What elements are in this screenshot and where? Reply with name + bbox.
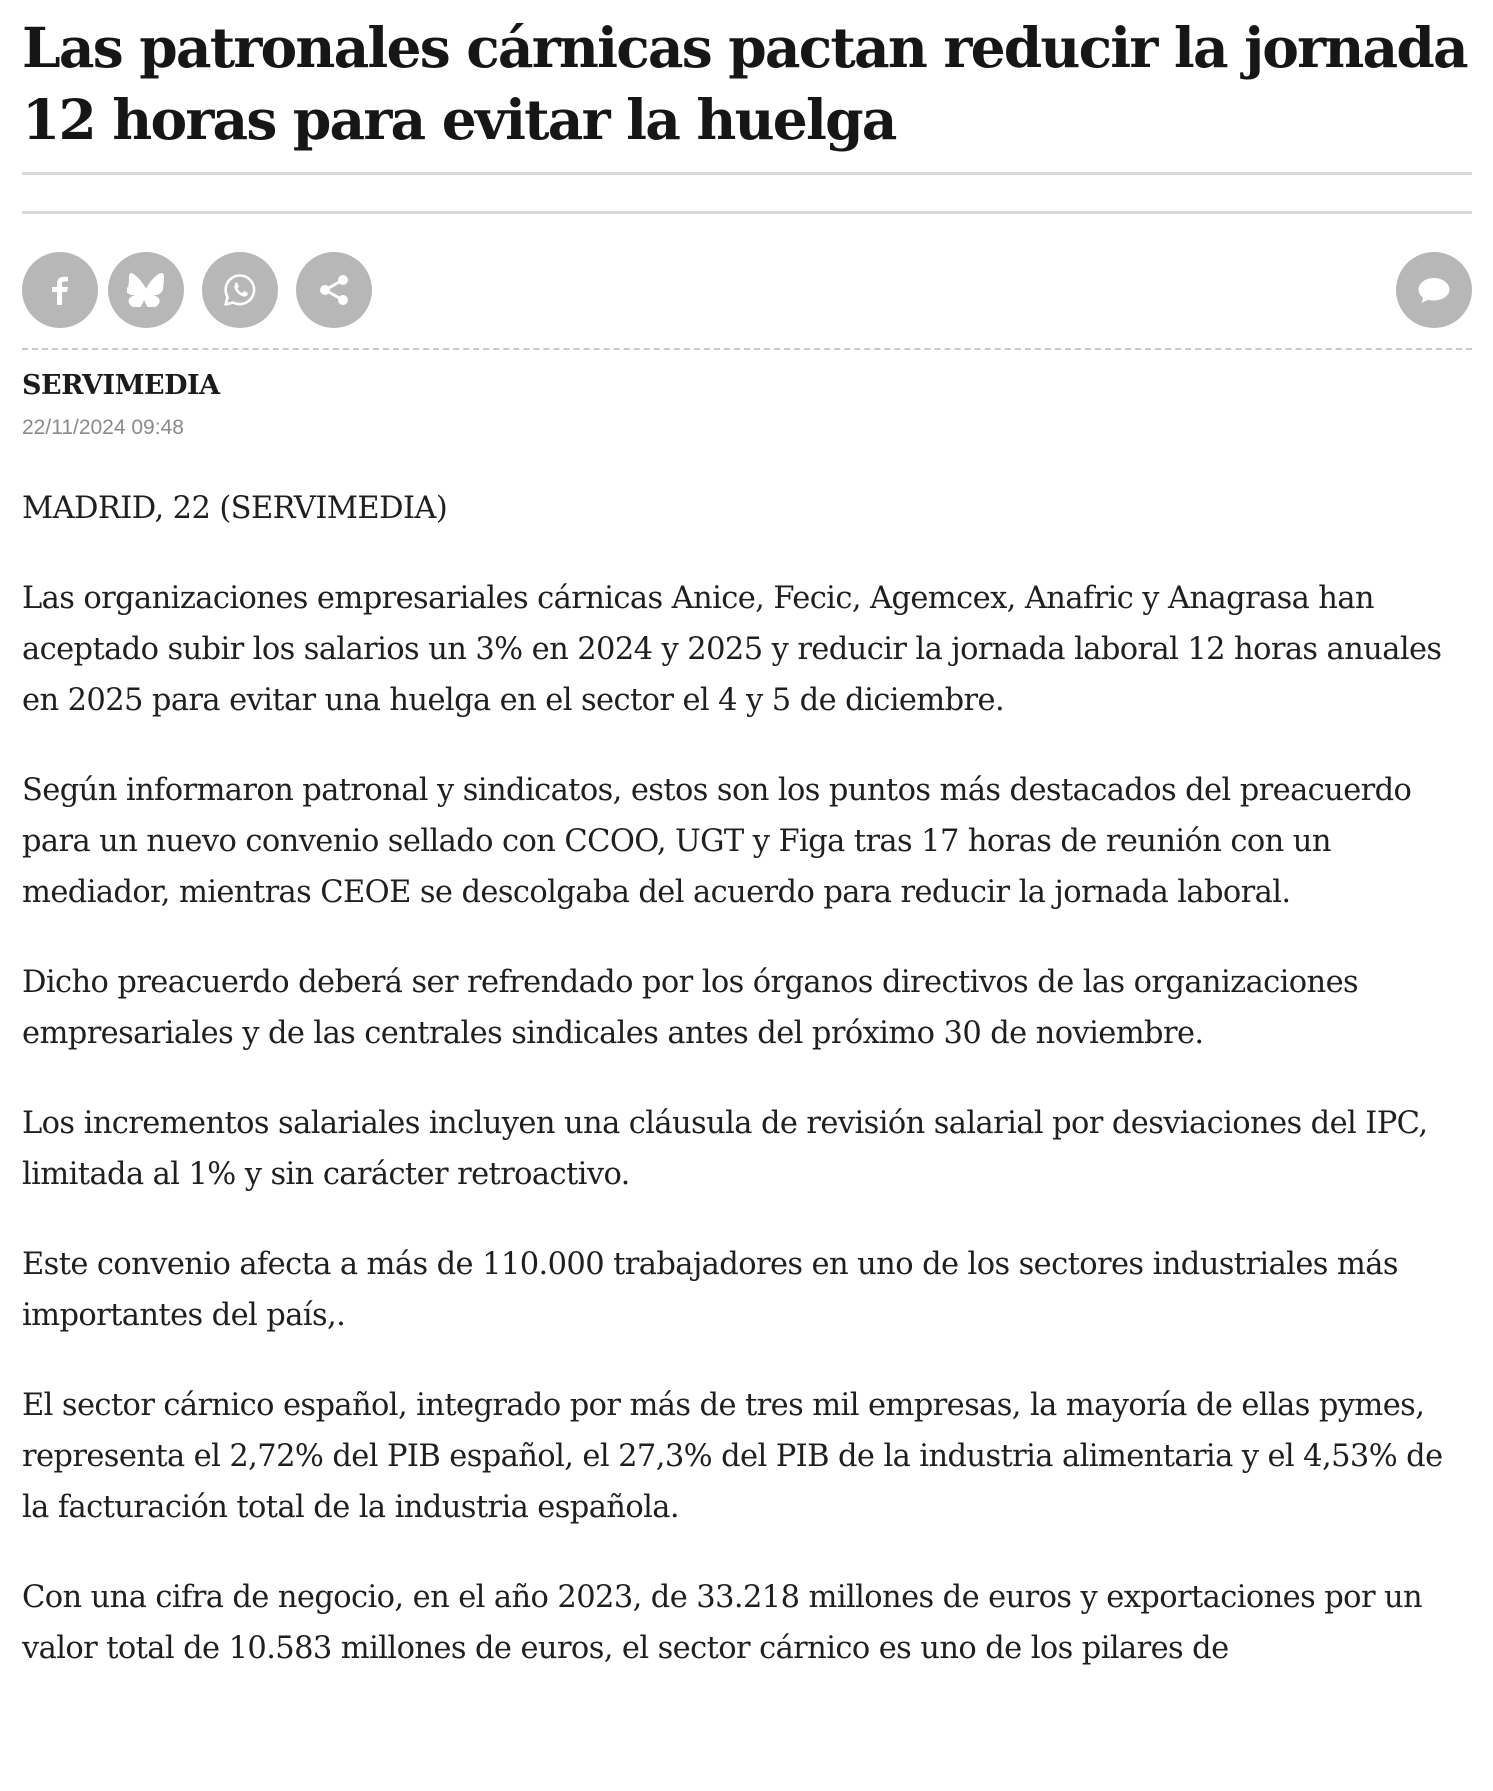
paragraph: Este convenio afecta a más de 110.000 trabajadores en uno de los sectores industriales más importantes del país,. — [22, 1247, 1398, 1333]
article-body — [22, 483, 1472, 1674]
article — [22, 0, 1472, 1713]
divider — [22, 348, 1472, 350]
whatsapp-share-button[interactable] — [202, 252, 278, 328]
paragraph: Los incrementos salariales incluyen una cláusula de revisión salarial por desviaciones del IPC, limitada al 1% y sin carácter retroactivo. — [22, 1106, 1428, 1192]
facebook-share-button[interactable] — [22, 252, 98, 328]
share-icon — [317, 273, 351, 307]
article-headline: Las patronales cárnicas pactan reducir la jornada 12 horas para evitar la huelga — [22, 15, 1467, 152]
bluesky-share-button[interactable] — [108, 252, 184, 328]
paragraph: MADRID, 22 (SERVIMEDIA) — [22, 491, 448, 526]
share-bar — [22, 252, 1472, 328]
paragraph: Según informaron patronal y sindicatos, estos son los puntos más destacados del preacuerdo para un nuevo convenio sellado con CCOO, UGT y Figa tras 17 horas de reunión con un mediador, mientras CEOE se descolgaba del acuerdo para reducir la jornada laboral. — [22, 773, 1412, 910]
article-byline: SERVIMEDIA — [22, 370, 220, 401]
comments-button[interactable] — [1396, 252, 1472, 328]
paragraph: Las organizaciones empresariales cárnicas Anice, Fecic, Agemcex, Anafric y Anagrasa han aceptado subir los salarios un 3% en 2024 y 2025 y reducir la jornada laboral 12 horas anuales en 2025 para evitar una huelga en el sector el 4 y 5 de diciembre. — [22, 581, 1442, 718]
paragraph: Dicho preacuerdo deberá ser refrendado por los órganos directivos de las organizaciones empresariales y de las centrales sindicales antes del próximo 30 de noviembre. — [22, 965, 1359, 1051]
article-date: 22/11/2024 09:48 — [22, 416, 184, 439]
paragraph: Con una cifra de negocio, en el año 2023, de 33.218 millones de euros y exportaciones por un valor total de 10.583 millones de euros, el sector cárnico es uno de los pilares de — [22, 1580, 1423, 1666]
divider — [22, 211, 1472, 214]
facebook-icon — [49, 275, 71, 305]
divider — [22, 172, 1472, 175]
whatsapp-icon — [222, 272, 258, 308]
share-button[interactable] — [296, 252, 372, 328]
bluesky-icon — [127, 273, 165, 307]
paragraph: El sector cárnico español, integrado por más de tres mil empresas, la mayoría de ellas pymes, representa el 2,72% del PIB español, el 27,3% del PIB de la industria alimentaria y el 4,53% de la facturación total de la industria española. — [22, 1388, 1443, 1525]
comment-icon — [1416, 275, 1452, 305]
